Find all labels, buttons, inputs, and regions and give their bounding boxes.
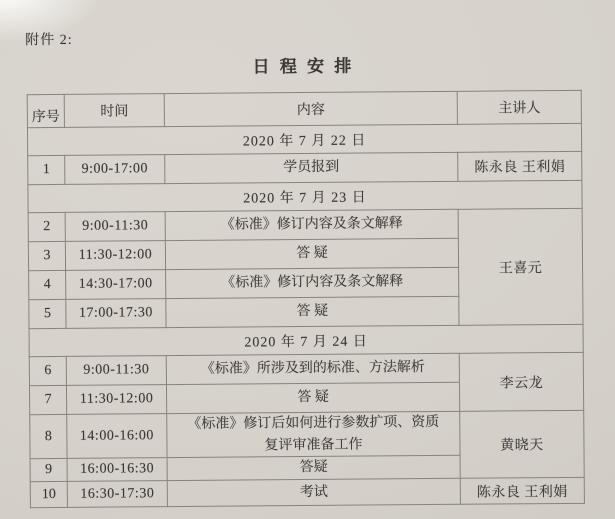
cell-no: 6: [29, 356, 66, 385]
cell-content: 考试: [167, 478, 460, 506]
cell-no: 7: [29, 385, 66, 414]
page-title: 日 程 安 排: [252, 56, 355, 77]
cell-no: 4: [29, 270, 66, 299]
cell-no: 1: [28, 155, 65, 184]
cell-speaker: 王喜元: [458, 208, 583, 325]
date-label: 2020 年 7 月 23 日: [28, 180, 582, 212]
table-row: [30, 477, 584, 507]
cell-time: 9:00-17:00: [65, 155, 165, 185]
cell-speaker: 陈永良 王利娟: [460, 477, 584, 504]
col-header-speaker: 主讲人: [457, 90, 581, 124]
date-label: 2020 年 7 月 24 日: [29, 324, 583, 356]
cell-time: 17:00-17:30: [66, 299, 166, 329]
date-row-jul22: [27, 123, 581, 155]
table-row: [29, 352, 583, 385]
date-label: 2020 年 7 月 22 日: [27, 123, 581, 155]
col-header-no: 序号: [27, 94, 64, 127]
header-row: [27, 90, 581, 127]
cell-content: 答 疑: [166, 296, 459, 327]
cell-content: 答疑: [167, 456, 460, 481]
cell-no: 10: [30, 481, 67, 507]
cell-speaker: 黄晓天: [460, 410, 585, 478]
cell-time: 16:30-17:30: [67, 481, 167, 508]
cell-time: 16:00-16:30: [67, 458, 167, 481]
cell-no: 5: [29, 299, 66, 328]
cell-speaker: 李云龙: [459, 352, 583, 411]
table-row: [28, 151, 582, 184]
cell-content: 《标准》修订后如何进行参数扩项、资质 复评审准备工作: [167, 411, 460, 458]
cell-no: 9: [30, 459, 67, 482]
cell-time: 14:00-16:00: [67, 414, 167, 459]
cell-time: 11:30-12:00: [66, 385, 166, 415]
date-row-jul24: [29, 324, 583, 356]
cell-no: 3: [28, 241, 65, 270]
cell-no: 8: [30, 414, 67, 459]
table-row: [28, 208, 582, 241]
table-row: [30, 410, 584, 459]
date-row-jul23: [28, 180, 582, 212]
schedule-table: [27, 90, 585, 508]
cell-content: 《标准》所涉及到的标准、方法解析: [166, 353, 459, 384]
cell-speaker: 陈永良 王利娟: [458, 151, 582, 181]
cell-time: 9:00-11:30: [66, 356, 166, 386]
cell-content: 答 疑: [165, 238, 458, 269]
cell-content: 学员报到: [165, 152, 458, 183]
col-header-time: 时间: [64, 94, 164, 128]
cell-no: 2: [28, 212, 65, 241]
cell-time: 11:30-12:00: [65, 241, 165, 271]
cell-time: 14:30-17:00: [66, 270, 166, 300]
cell-content: 答 疑: [166, 382, 459, 413]
cell-content: 《标准》修订内容及条文解释: [165, 209, 458, 240]
col-header-content: 内容: [164, 91, 457, 126]
attachment-label: 附件 2:: [25, 32, 73, 49]
cell-time: 9:00-11:30: [65, 212, 165, 242]
cell-content: 《标准》修订内容及条文解释: [166, 267, 459, 298]
